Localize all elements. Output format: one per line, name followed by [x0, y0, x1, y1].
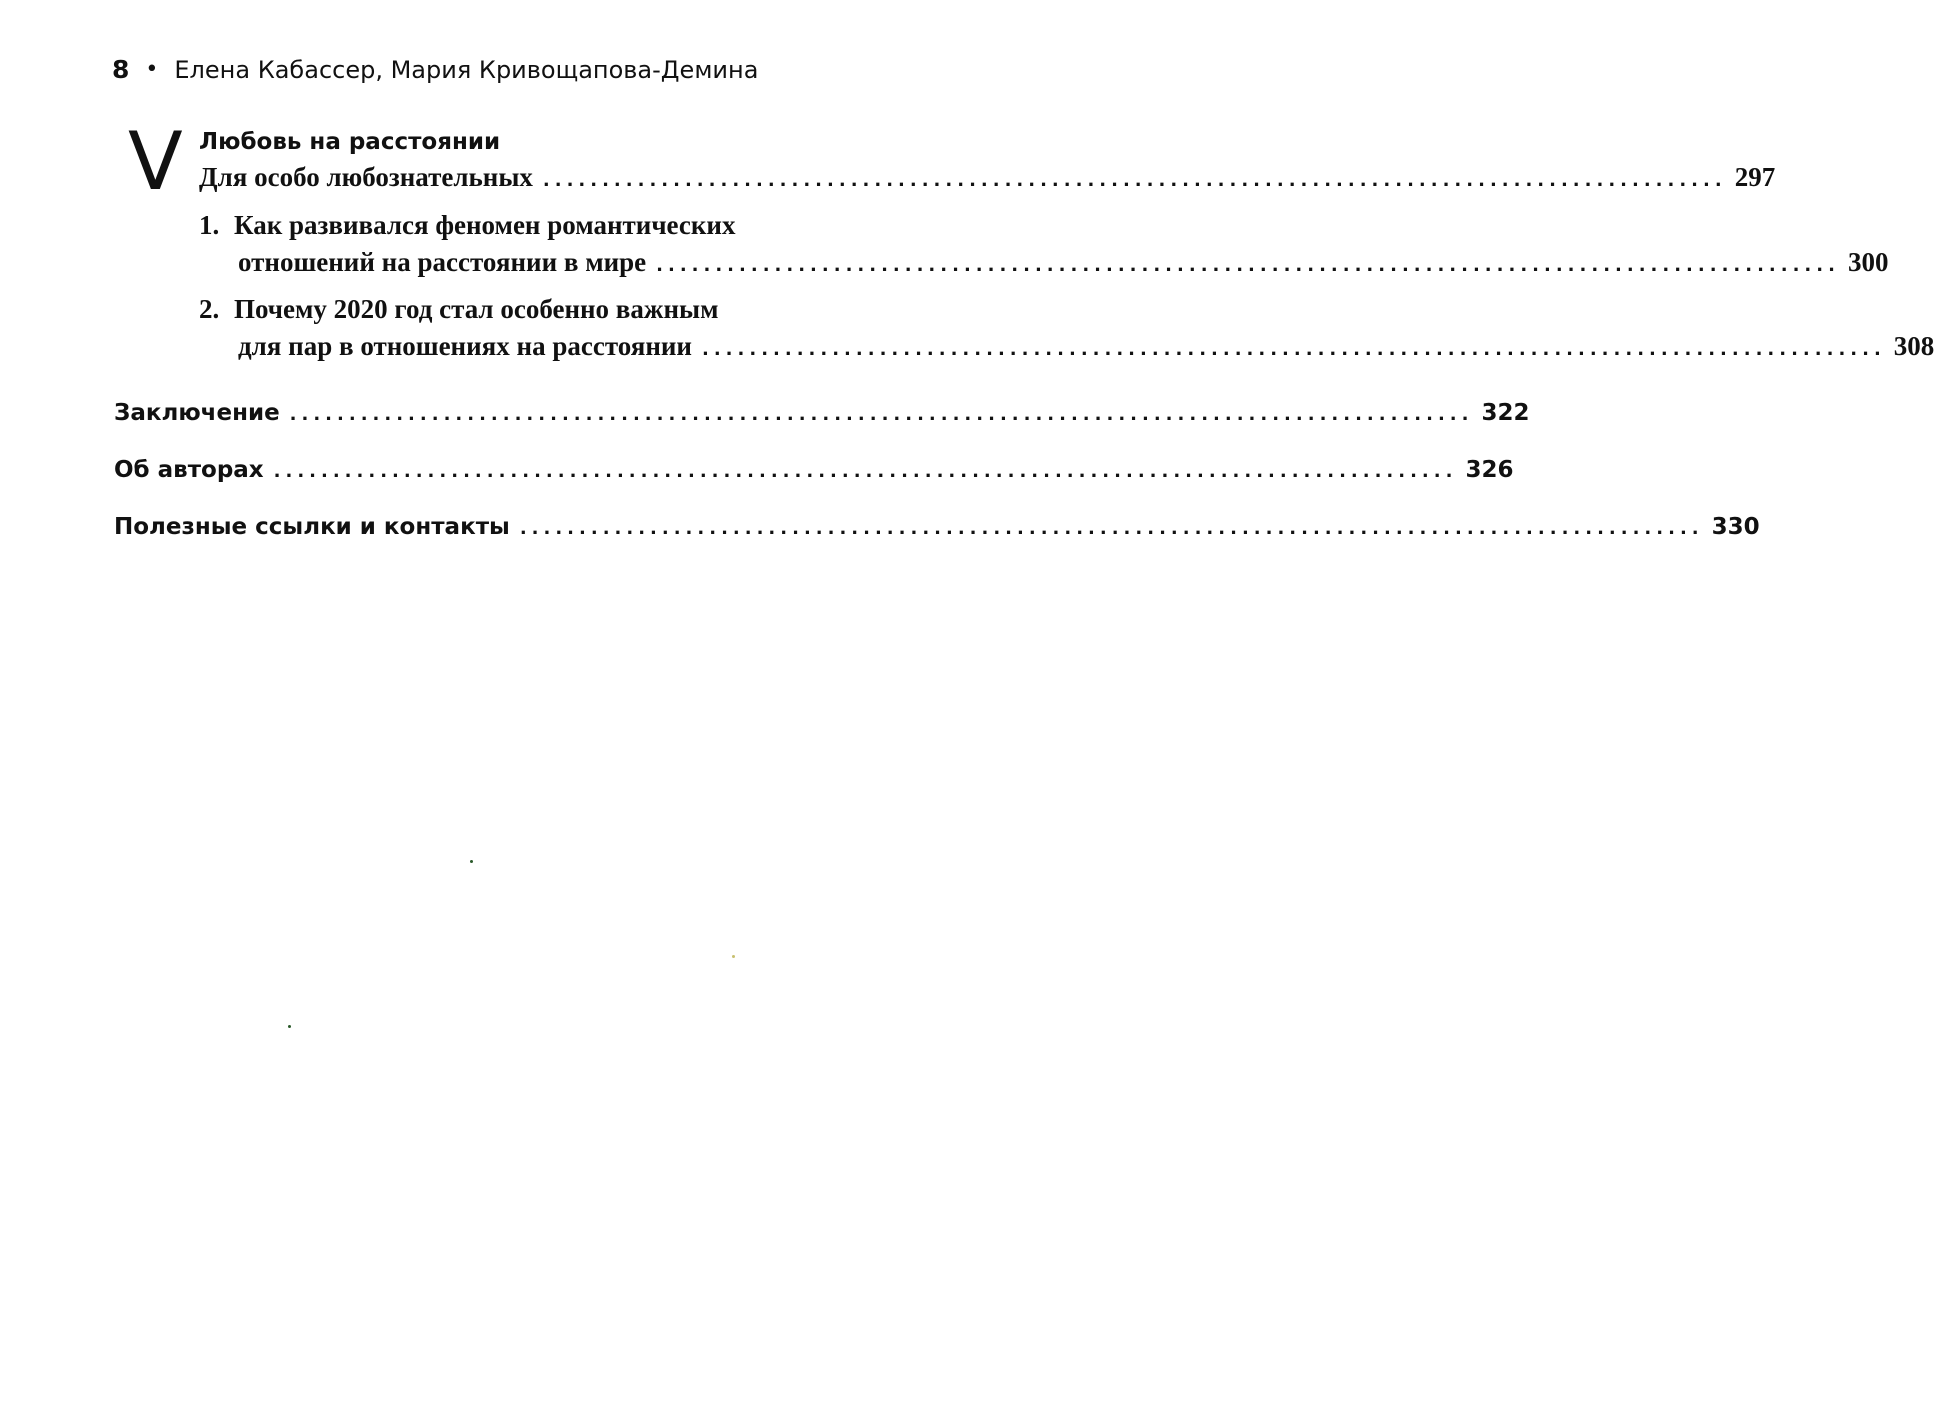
chapter-number: 1.: [199, 210, 220, 240]
part-numeral: V: [128, 115, 183, 208]
toc-chapter-1-second-line[interactable]: [238, 247, 1889, 278]
authors-line: Елена Кабассер, Мария Кривощапова-Демина: [174, 55, 759, 84]
toc-page-number: 300: [1847, 247, 1889, 277]
dot-leader: ....................................................................................................: [542, 170, 1727, 191]
chapter-number: 2.: [199, 294, 220, 324]
scan-speck: [470, 860, 473, 863]
toc-entry-intro[interactable]: [199, 162, 1776, 193]
dot-leader: ....................................................................................................: [656, 255, 1840, 276]
chapter-title-line-2: для пар в отношениях на расстоянии: [238, 331, 692, 361]
toc-entry-label: Об авторах: [114, 457, 264, 483]
bullet-separator: •: [145, 57, 159, 82]
toc-page-number: 330: [1711, 514, 1760, 540]
toc-page-number: 322: [1481, 400, 1530, 426]
scan-speck: [288, 1025, 291, 1028]
chapter-title-line-2: отношений на расстоянии в мире: [238, 247, 647, 277]
dot-leader: ....................................................................................................: [273, 461, 1458, 482]
dot-leader: ....................................................................................................: [289, 404, 1474, 425]
scan-speck: [732, 955, 735, 958]
toc-chapter-2-first-line[interactable]: [199, 294, 719, 325]
toc-page-number: 326: [1465, 457, 1514, 483]
chapter-title-line-1: Как развивался феномен романтических: [234, 210, 736, 240]
toc-chapter-1-first-line[interactable]: [199, 210, 735, 241]
toc-page-number: 297: [1734, 162, 1776, 192]
toc-entry-conclusion[interactable]: [114, 400, 1530, 426]
page-number: 8: [112, 55, 130, 84]
toc-entry-label: Полезные ссылки и контакты: [114, 514, 510, 540]
toc-entry-about-authors[interactable]: [114, 457, 1514, 483]
part-title: Любовь на расстоянии: [199, 129, 501, 155]
dot-leader: ....................................................................................................: [519, 518, 1704, 539]
running-head: [112, 55, 758, 84]
dot-leader: ....................................................................................................: [702, 339, 1886, 360]
toc-entry-label: Для особо любознательных: [199, 162, 533, 192]
toc-chapter-2-second-line[interactable]: [238, 331, 1934, 362]
toc-entry-useful-links[interactable]: [114, 514, 1760, 540]
toc-page-number: 308: [1893, 331, 1934, 361]
toc-entry-label: Заключение: [114, 400, 280, 426]
chapter-title-line-1: Почему 2020 год стал особенно важным: [234, 294, 719, 324]
